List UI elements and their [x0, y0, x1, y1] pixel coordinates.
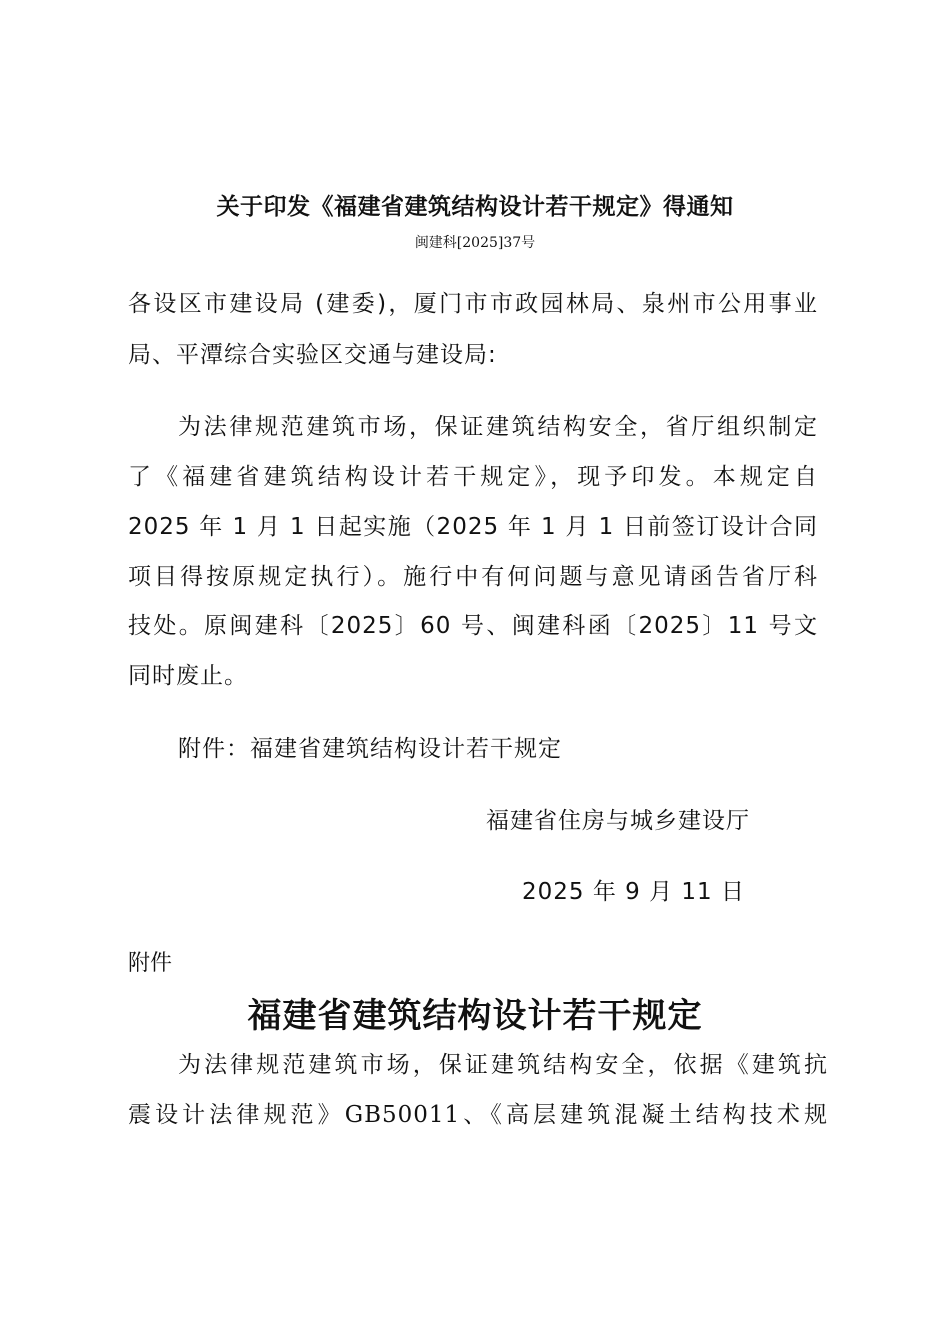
annex-label: 附件	[128, 951, 173, 976]
document-number: 闽建科[2025]37号	[414, 235, 536, 251]
body-line: 2025 年 1 月 1 日起实施（2025 年 1 月 1 日前签订设计合同	[128, 514, 818, 540]
notice-title: 关于印发《福建省建筑结构设计若干规定》得通知	[216, 194, 734, 220]
annex-title: 福建省建筑结构设计若干规定	[247, 996, 703, 1036]
attachment-reference: 附件：福建省建筑结构设计若干规定	[178, 736, 562, 762]
body-line: 项目得按原规定执行）。施行中有何问题与意见请函告省厅科	[128, 564, 818, 590]
annex-body-line: 震设计法律规范》GB50011、《高层建筑混凝土结构技术规	[128, 1102, 828, 1128]
recipients-line: 各设区市建设局 (建委)，厦门市市政园林局、泉州市公用事业	[128, 291, 818, 317]
body-line: 同时废止。	[128, 663, 248, 689]
recipients-line: 局、平潭综合实验区交通与建设局:	[128, 342, 497, 368]
body-line: 为法律规范建筑市场，保证建筑结构安全，省厅组织制定	[178, 414, 818, 440]
body-line: 了《福建省建筑结构设计若干规定》，现予印发。本规定自	[128, 464, 818, 490]
issuer-signature: 福建省住房与城乡建设厅	[486, 808, 750, 834]
body-line: 技处。原闽建科〔2025〕60 号、闽建科函〔2025〕11 号文	[128, 613, 818, 639]
issue-date: 2025 年 9 月 11 日	[522, 879, 745, 905]
annex-body-line: 为法律规范建筑市场，保证建筑结构安全，依据《建筑抗	[178, 1052, 828, 1078]
